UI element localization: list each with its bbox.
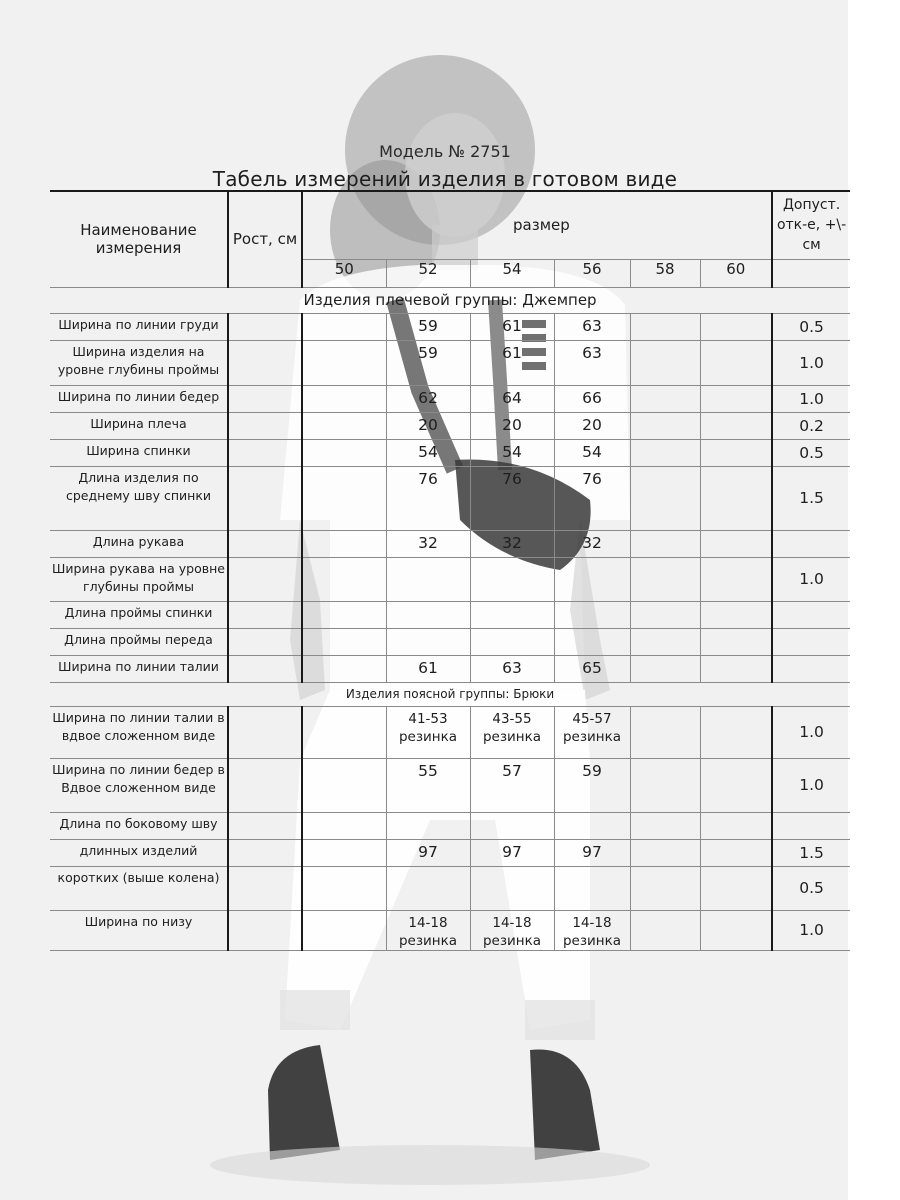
cell-52: 76 [386,466,470,530]
title-block [0,142,890,191]
cell-height [228,812,302,839]
cell-58 [630,530,700,557]
measure-name: Длина рукава [50,530,228,557]
table-row [50,812,850,839]
cell-52: 41-53 резинка [386,706,470,758]
cell-54: 32 [470,530,554,557]
table-row [50,706,850,758]
measure-name: коротких (выше колена) [50,866,228,910]
cell-height [228,758,302,812]
cell-height [228,866,302,910]
cell-58 [630,655,700,682]
cell-tolerance [772,655,850,682]
col-header-name-text: Наименование измерения [80,221,197,258]
size-tolerance-blank [772,259,850,287]
cell-54: 54 [470,439,554,466]
measure-name: Ширина рукава на уровне глубины проймы [50,557,228,601]
cell-54 [470,812,554,839]
cell-60 [700,313,772,340]
cell-56: 65 [554,655,630,682]
cell-tolerance [772,812,850,839]
table-row [50,385,850,412]
cell-60 [700,530,772,557]
cell-50 [302,839,386,866]
table-row [50,313,850,340]
cell-58 [630,601,700,628]
col-header-tolerance [772,191,850,259]
cell-58 [630,557,700,601]
col-header-size [302,191,772,259]
cell-50 [302,412,386,439]
cell-60 [700,557,772,601]
cell-52 [386,628,470,655]
cell-50 [302,655,386,682]
cell-52: 62 [386,385,470,412]
cell-52: 61 [386,655,470,682]
cell-height [228,385,302,412]
cell-58 [630,628,700,655]
cell-54: 14-18 резинка [470,910,554,950]
cell-58 [630,439,700,466]
cell-tolerance: 1.5 [772,839,850,866]
measure-name: Длина по боковому шву [50,812,228,839]
cell-58 [630,839,700,866]
cell-50 [302,758,386,812]
table-row [50,412,850,439]
measure-name: длинных изделий [50,839,228,866]
cell-54: 57 [470,758,554,812]
table-row [50,910,850,950]
cell-height [228,340,302,385]
size-52: 52 [386,259,470,287]
cell-56 [554,601,630,628]
cell-60 [700,412,772,439]
cell-height [228,313,302,340]
cell-52: 20 [386,412,470,439]
cell-58 [630,385,700,412]
table-row [50,866,850,910]
cell-60 [700,758,772,812]
measure-name: Длина проймы переда [50,628,228,655]
cell-tolerance: 1.0 [772,758,850,812]
cell-60 [700,910,772,950]
cell-58 [630,758,700,812]
shoulder-rows [50,313,850,682]
cell-52 [386,812,470,839]
cell-height [228,706,302,758]
cell-60 [700,601,772,628]
measure-name: Ширина по линии бедер [50,385,228,412]
cell-height [228,655,302,682]
cell-54 [470,866,554,910]
measure-name: Длина изделия по среднему шву спинки [50,466,228,530]
cell-50 [302,530,386,557]
cell-58 [630,340,700,385]
col-header-height [228,191,302,287]
cell-50 [302,313,386,340]
cell-56: 45-57 резинка [554,706,630,758]
cell-56: 32 [554,530,630,557]
cell-60 [700,340,772,385]
cell-54: 63 [470,655,554,682]
cell-58 [630,866,700,910]
waist-rows [50,706,850,950]
cell-height [228,628,302,655]
table-title: Табель измерений изделия в готовом виде [212,167,678,191]
measure-name: Длина проймы спинки [50,601,228,628]
size-50: 50 [302,259,386,287]
table-row [50,655,850,682]
cell-56: 54 [554,439,630,466]
cell-52: 59 [386,313,470,340]
size-56: 56 [554,259,630,287]
cell-54 [470,628,554,655]
cell-tolerance: 1.5 [772,466,850,530]
cell-tolerance: 0.2 [772,412,850,439]
model-number: Модель № 2751 [379,142,511,161]
cell-56 [554,557,630,601]
cell-60 [700,812,772,839]
cell-50 [302,601,386,628]
cell-60 [700,385,772,412]
measure-name: Ширина изделия на уровне глубины проймы [50,340,228,385]
cell-tolerance: 1.0 [772,385,850,412]
cell-54 [470,557,554,601]
table-row [50,439,850,466]
cell-height [228,601,302,628]
measure-name: Ширина по линии талии [50,655,228,682]
cell-60 [700,439,772,466]
cell-height [228,910,302,950]
cell-56 [554,812,630,839]
cell-54: 20 [470,412,554,439]
cell-tolerance: 1.0 [772,706,850,758]
col-header-height-text: Рост, см [232,230,298,249]
cell-56: 66 [554,385,630,412]
col-header-size-text: размер [513,216,570,235]
cell-tolerance: 0.5 [772,866,850,910]
cell-56: 14-18 резинка [554,910,630,950]
col-header-tolerance-text: Допуст. отк-е, +\-см [776,197,847,254]
cell-52: 59 [386,340,470,385]
col-header-name [50,191,228,287]
cell-52: 55 [386,758,470,812]
cell-tolerance [772,530,850,557]
cell-56: 97 [554,839,630,866]
table-row [50,839,850,866]
cell-tolerance: 0.5 [772,439,850,466]
cell-50 [302,466,386,530]
size-54: 54 [470,259,554,287]
cell-58 [630,706,700,758]
cell-56 [554,866,630,910]
cell-height [228,466,302,530]
cell-60 [700,866,772,910]
size-58: 58 [630,259,700,287]
cell-tolerance [772,601,850,628]
cell-60 [700,706,772,758]
cell-52: 97 [386,839,470,866]
cell-tolerance: 1.0 [772,340,850,385]
cell-tolerance [772,628,850,655]
measure-name: Ширина по линии бедер в Вдвое сложенном виде [50,758,228,812]
cell-52: 54 [386,439,470,466]
cell-56: 76 [554,466,630,530]
cell-52: 32 [386,530,470,557]
cell-tolerance: 1.0 [772,557,850,601]
measure-name: Ширина по низу [50,910,228,950]
table-row [50,466,850,530]
cell-height [228,439,302,466]
cell-52 [386,601,470,628]
measure-name: Ширина по линии талии в вдвое сложенном виде [50,706,228,758]
cell-60 [700,655,772,682]
cell-50 [302,910,386,950]
cell-tolerance: 0.5 [772,313,850,340]
cell-58 [630,412,700,439]
cell-58 [630,313,700,340]
measurements-table [50,190,850,951]
cell-50 [302,866,386,910]
size-60: 60 [700,259,772,287]
cell-50 [302,439,386,466]
cell-50 [302,557,386,601]
cell-52 [386,557,470,601]
cell-58 [630,910,700,950]
cell-56: 63 [554,313,630,340]
cell-54: 43-55 резинка [470,706,554,758]
cell-50 [302,812,386,839]
cell-54: 64 [470,385,554,412]
measure-name: Ширина спинки [50,439,228,466]
cell-54: 61 [470,340,554,385]
measure-name: Ширина плеча [50,412,228,439]
cell-52: 14-18 резинка [386,910,470,950]
cell-54: 76 [470,466,554,530]
cell-height [228,530,302,557]
cell-56: 63 [554,340,630,385]
cell-50 [302,340,386,385]
group-waist: Изделия поясной группы: Брюки [50,682,850,706]
cell-50 [302,385,386,412]
cell-height [228,557,302,601]
table-row [50,601,850,628]
cell-height [228,412,302,439]
measure-name: Ширина по линии груди [50,313,228,340]
cell-56 [554,628,630,655]
cell-height [228,839,302,866]
cell-60 [700,466,772,530]
table-row [50,557,850,601]
cell-56: 59 [554,758,630,812]
cell-60 [700,628,772,655]
table-row [50,628,850,655]
cell-58 [630,466,700,530]
cell-50 [302,706,386,758]
cell-54: 61 [470,313,554,340]
cell-tolerance: 1.0 [772,910,850,950]
table-row [50,758,850,812]
cell-54: 97 [470,839,554,866]
cell-56: 20 [554,412,630,439]
cell-50 [302,628,386,655]
cell-60 [700,839,772,866]
cell-54 [470,601,554,628]
table-row [50,530,850,557]
cell-58 [630,812,700,839]
cell-52 [386,866,470,910]
group-shoulder: Изделия плечевой группы: Джемпер [50,287,850,313]
table-row [50,340,850,385]
